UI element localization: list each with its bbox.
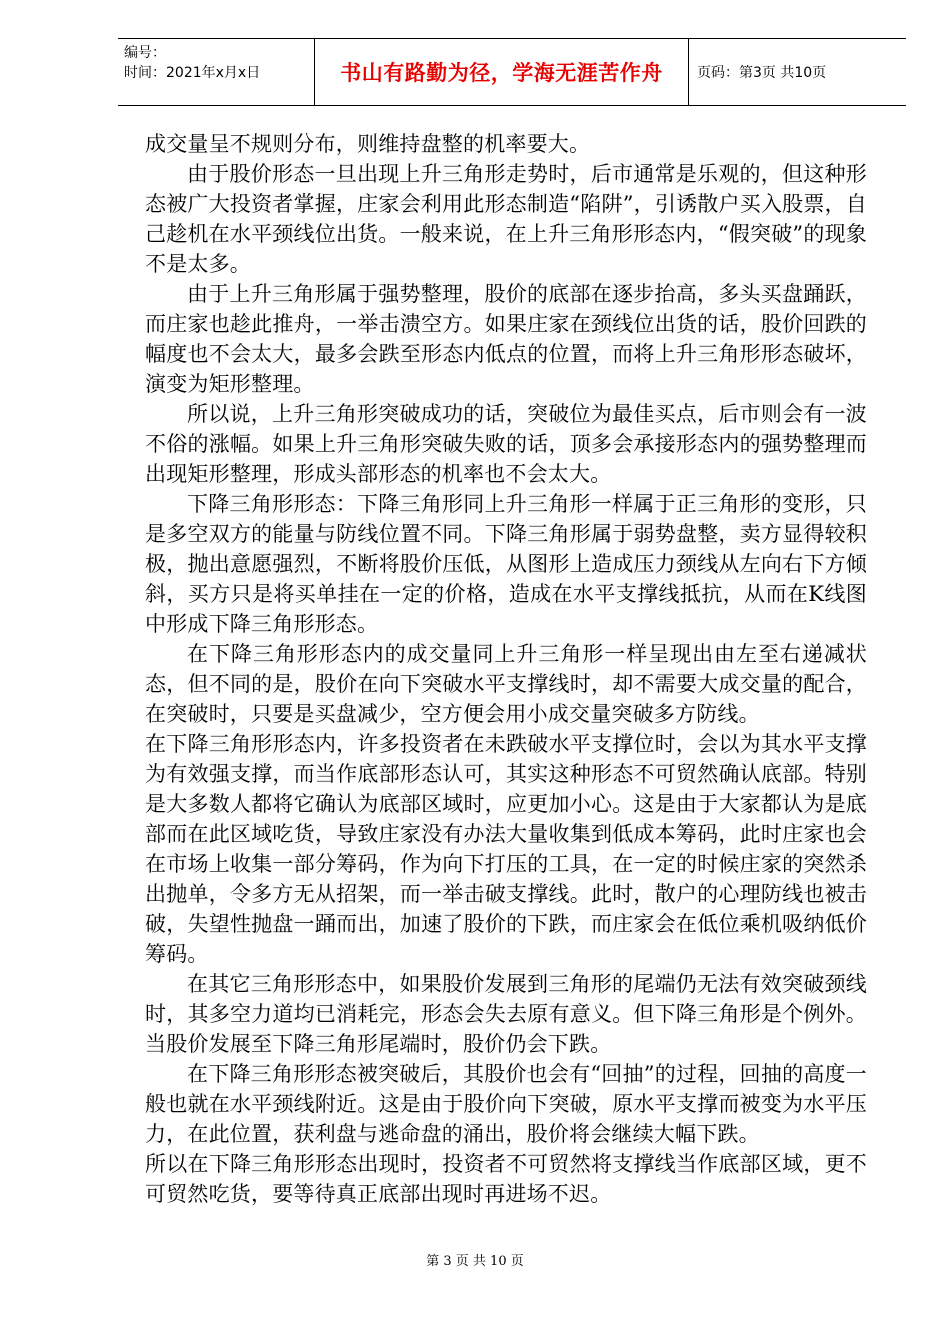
footer-page-number: 第 3 页 共 10 页: [426, 1254, 524, 1269]
page-header: [118, 38, 906, 106]
header-page-info: 页码：第3页 共10页: [697, 65, 827, 81]
body-paragraph: 所以在下降三角形形态出现时，投资者不可贸然将支撑线当作底部区域，更不可贸然吃货，要等待真正底部出现时再进场不迟。: [145, 1152, 867, 1206]
header-motto: 书山有路勤为径，学海无涯苦作舟: [340, 61, 663, 85]
body-paragraph: 在下降三角形形态被突破后，其股价也会有“回抽”的过程，回抽的高度一般也就在水平颈线附近。这是由于股价向下突破，原水平支撑而被变为水平压力，在此位置，获利盘与逃命盘的涌出，股价将会继续大幅下跌。: [145, 1062, 867, 1146]
body-paragraph: 在下降三角形形态内，许多投资者在未跌破水平支撑位时，会以为其水平支撑为有效强支撑，而当作底部形态认可，其实这种形态不可贸然确认底部。特别是大多数人都将它确认为底部区域时，应更加小心。这是由于大家都认为是底部而在此区域吃货，导致庄家没有办法大量收集到低成本筹码，此时庄家也会在市场上收集一部分筹码，作为向下打压的工具，在一定的时候庄家的突然杀出抛单，令多方无从招架，而一举击破支撑线。此时，散户的心理防线也被击破，失望性抛盘一踊而出，加速了股价的下跌，而庄家会在低位乘机吸纳低价筹码。: [145, 732, 867, 966]
body-paragraph: 在下降三角形形态内的成交量同上升三角形一样呈现出由左至右递减状态，但不同的是，股价在向下突破水平支撑线时，却不需要大成交量的配合，在突破时，只要是买盘减少，空方便会用小成交量突破多方防线。: [145, 642, 867, 726]
body-paragraph: 由于上升三角形属于强势整理，股价的底部在逐步抬高，多头买盘踊跃，而庄家也趁此推舟，一举击溃空方。如果庄家在颈线位出货的话，股价回跌的幅度也不会太大，最多会跌至形态内低点的位置，而将上升三角形形态破坏，演变为矩形整理。: [145, 282, 867, 396]
document-time-label: 时间：2021年x月x日: [124, 65, 261, 81]
header-page-cell: [689, 39, 906, 105]
document-body: [145, 129, 867, 1209]
body-paragraph: 在其它三角形形态中，如果股价发展到三角形的尾端仍无法有效突破颈线时，其多空力道均已消耗完，形态会失去原有意义。但下降三角形是个例外。当股价发展至下降三角形尾端时，股价仍会下跌。: [145, 972, 867, 1056]
body-paragraph: 所以说，上升三角形突破成功的话，突破位为最佳买点，后市则会有一波不俗的涨幅。如果上升三角形突破失败的话，顶多会承接形态内的强势整理而出现矩形整理，形成头部形态的机率也不会太大。: [145, 402, 867, 486]
page-footer: [0, 1250, 950, 1269]
body-paragraph: 成交量呈不规则分布，则维持盘整的机率要大。: [145, 132, 591, 156]
header-meta-cell: [118, 39, 315, 105]
body-paragraph: 下降三角形形态：下降三角形同上升三角形一样属于正三角形的变形，只是多空双方的能量与防线位置不同。下降三角形属于弱势盘整，卖方显得较积极，抛出意愿强烈，不断将股价压低，从图形上造成压力颈线从左向右下方倾斜，买方只是将买单挂在一定的价格，造成在水平支撑线抵抗，从而在K线图中形成下降三角形形态。: [145, 492, 867, 636]
body-paragraph: 由于股价形态一旦出现上升三角形走势时，后市通常是乐观的，但这种形态被广大投资者掌握，庄家会利用此形态制造“陷阱”，引诱散户买入股票，自己趁机在水平颈线位出货。一般来说，在上升三角形形态内，“假突破”的现象不是太多。: [145, 162, 867, 276]
header-motto-cell: [315, 39, 689, 105]
document-number-label: 编号：: [124, 45, 166, 61]
